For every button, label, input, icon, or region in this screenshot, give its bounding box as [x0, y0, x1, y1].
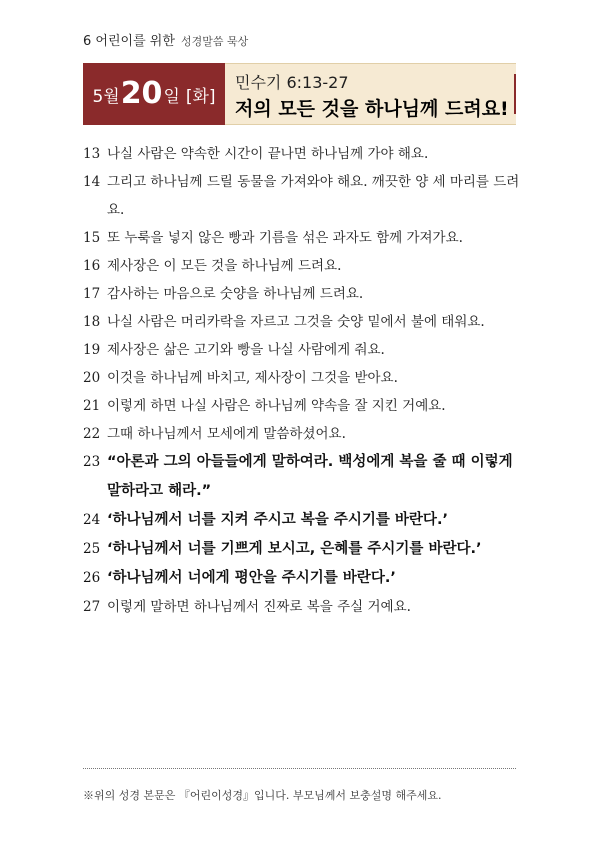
verse-number: 23	[83, 454, 101, 470]
verse-text: 또 누룩을 넣지 않은 빵과 기름을 섞은 과자도 함께 가져가요.	[107, 230, 463, 246]
verse-text: 이렇게 말하면 하나님께서 진짜로 복을 주실 거예요.	[107, 599, 411, 615]
verse-26	[83, 564, 523, 593]
title-box	[225, 63, 516, 125]
verse-16	[83, 252, 523, 280]
verse-13	[83, 140, 523, 168]
verse-number: 20	[83, 370, 101, 386]
verse-22	[83, 420, 523, 448]
verse-text: 그때 하나님께서 모세에게 말씀하셨어요.	[107, 426, 346, 442]
date-month: 5월	[92, 86, 120, 107]
date-day-suffix: 일	[163, 86, 180, 107]
verse-number: 26	[83, 570, 101, 586]
verse-17	[83, 280, 523, 308]
verse-19	[83, 336, 523, 364]
verse-text: 제사장은 삶은 고기와 빵을 나실 사람에게 줘요.	[107, 342, 385, 358]
book-subtitle: 성경말씀 묵상	[181, 35, 249, 48]
date-weekday: [화]	[185, 86, 216, 107]
title-banner	[83, 63, 516, 125]
page-number: 6	[83, 34, 92, 49]
verse-number: 14	[83, 174, 101, 190]
verse-number: 18	[83, 314, 101, 330]
verse-number: 22	[83, 426, 101, 442]
verse-24	[83, 506, 523, 535]
verse-number: 25	[83, 541, 101, 557]
verse-21	[83, 392, 523, 420]
book-title: 어린이를 위한	[95, 34, 175, 49]
verse-text: ‘하나님께서 너를 지켜 주시고 복을 주시기를 바란다.’	[107, 512, 448, 528]
footnote: ※위의 성경 본문은 『어린이성경』입니다. 부모님께서 보충설명 해주세요.	[83, 789, 442, 802]
verse-text: ‘하나님께서 너를 기쁘게 보시고, 은혜를 주시기를 바란다.’	[107, 541, 482, 557]
verse-text: “아론과 그의 아들들에게 말하여라. 백성에게 복을 줄 때 이렇게 말하라고 해라.”	[107, 454, 513, 499]
verse-27	[83, 593, 523, 621]
verse-text: 감사하는 마음으로 숫양을 하나님께 드려요.	[107, 286, 364, 302]
verse-number: 15	[83, 230, 101, 246]
verse-number: 13	[83, 146, 101, 162]
title-edge-bar	[514, 74, 516, 114]
verse-text: ‘하나님께서 너에게 평안을 주시기를 바란다.’	[107, 570, 396, 586]
verse-text: 제사장은 이 모든 것을 하나님께 드려요.	[107, 258, 342, 274]
verse-text: 이렇게 하면 나실 사람은 하나님께 약속을 잘 지킨 거예요.	[107, 398, 446, 414]
verse-23	[83, 448, 523, 506]
verse-14	[83, 168, 523, 224]
date-box	[83, 63, 225, 125]
verse-25	[83, 535, 523, 564]
verse-text: 나실 사람은 약속한 시간이 끝나면 하나님께 가야 해요.	[107, 146, 429, 162]
scripture-reference: 민수기 6:13-27	[235, 73, 349, 92]
verse-text: 그리고 하나님께 드릴 동물을 가져와야 해요. 깨끗한 양 세 마리를 드려요.	[107, 174, 520, 218]
verse-20	[83, 364, 523, 392]
verse-number: 19	[83, 342, 101, 358]
verse-number: 21	[83, 398, 101, 414]
verse-list	[83, 140, 523, 621]
footnote-divider	[83, 768, 516, 769]
verse-text: 이것을 하나님께 바치고, 제사장이 그것을 받아요.	[107, 370, 398, 386]
date-day: 20	[120, 76, 163, 111]
verse-15	[83, 224, 523, 252]
running-header	[83, 30, 248, 49]
verse-18	[83, 308, 523, 336]
verse-number: 16	[83, 258, 101, 274]
verse-text: 나실 사람은 머리카락을 자르고 그것을 숫양 밑에서 불에 태워요.	[107, 314, 485, 330]
verse-number: 17	[83, 286, 101, 302]
verse-number: 27	[83, 599, 101, 615]
page-title: 저의 모든 것을 하나님께 드려요!	[235, 98, 509, 120]
verse-number: 24	[83, 512, 101, 528]
